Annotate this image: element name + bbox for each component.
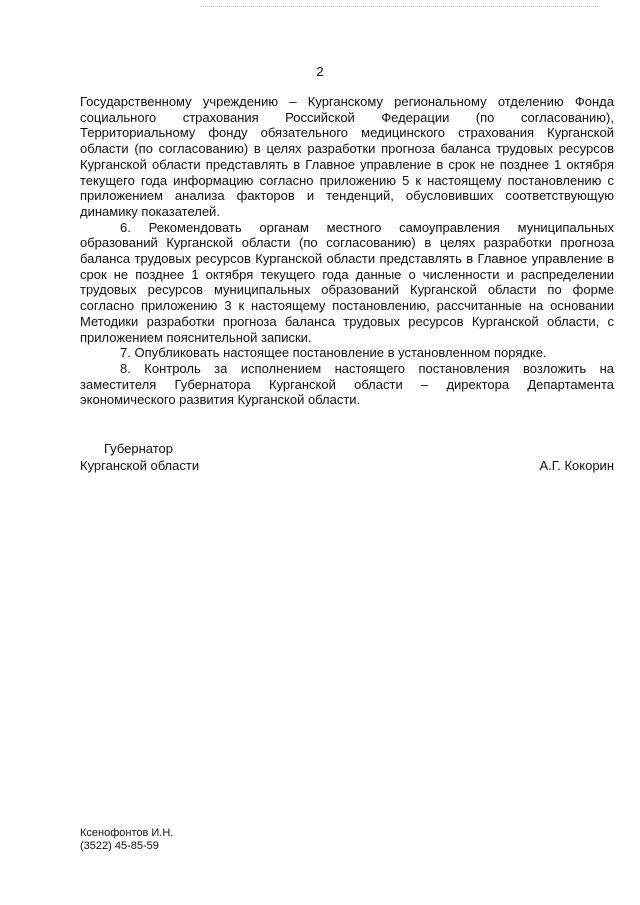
- scan-artifact-line: [200, 6, 600, 8]
- executor-info: [80, 827, 173, 853]
- document-body: [80, 94, 614, 408]
- executor-name: Ксенофонтов И.Н.: [80, 827, 174, 839]
- paragraph-item-8: 8. Контроль за исполнением настоящего постановления возложить на заместителя Губернатора Курганской области – директора Департамента экономического развития Курганской области.: [80, 360, 614, 408]
- signatory-name: А.Г. Кокорин: [539, 458, 614, 473]
- paragraph-item-6: 6. Рекомендовать органам местного самоуправления муниципальных образований Курганской области (по согласованию) в целях разработки прогноза баланса трудовых ресурсов Курганской области представлять в Главное управление в срок не позднее 1 октября текущего года данные о численности и распределении трудовых ресурсов муниципальных образований Курганской области по форме согласно приложению 3 к настоящему постановлению, рассчитанные на основании Методики разработки прогноза баланса трудовых ресурсов Курганской области, с приложением пояснительной записки.: [80, 219, 614, 345]
- paragraph-continuation: Государственному учреждению – Курганскому региональному отделению Фонда социального страхования Российской Федерации (по согласованию), Территориальному фонду обязательного медицинского страхования Курганской области (по согласованию) в целях разработки прогноза баланса трудовых ресурсов Курганской области представлять в Главное управление в срок не позднее 1 октября текущего года информацию согласно приложению 5 к настоящему постановлению с приложением анализа факторов и тенденций, обусловивших соответствующую динамику показателей.: [80, 94, 614, 219]
- signature-title: [80, 440, 199, 474]
- executor-phone: (3522) 45-85-59: [80, 840, 159, 852]
- signature-title-line2: Курганской области: [80, 458, 200, 473]
- signature-title-line1: Губернатор: [104, 441, 173, 456]
- paragraph-item-7: 7. Опубликовать настоящее постановление в установленном порядке.: [120, 345, 547, 361]
- page-number: 2: [316, 64, 324, 79]
